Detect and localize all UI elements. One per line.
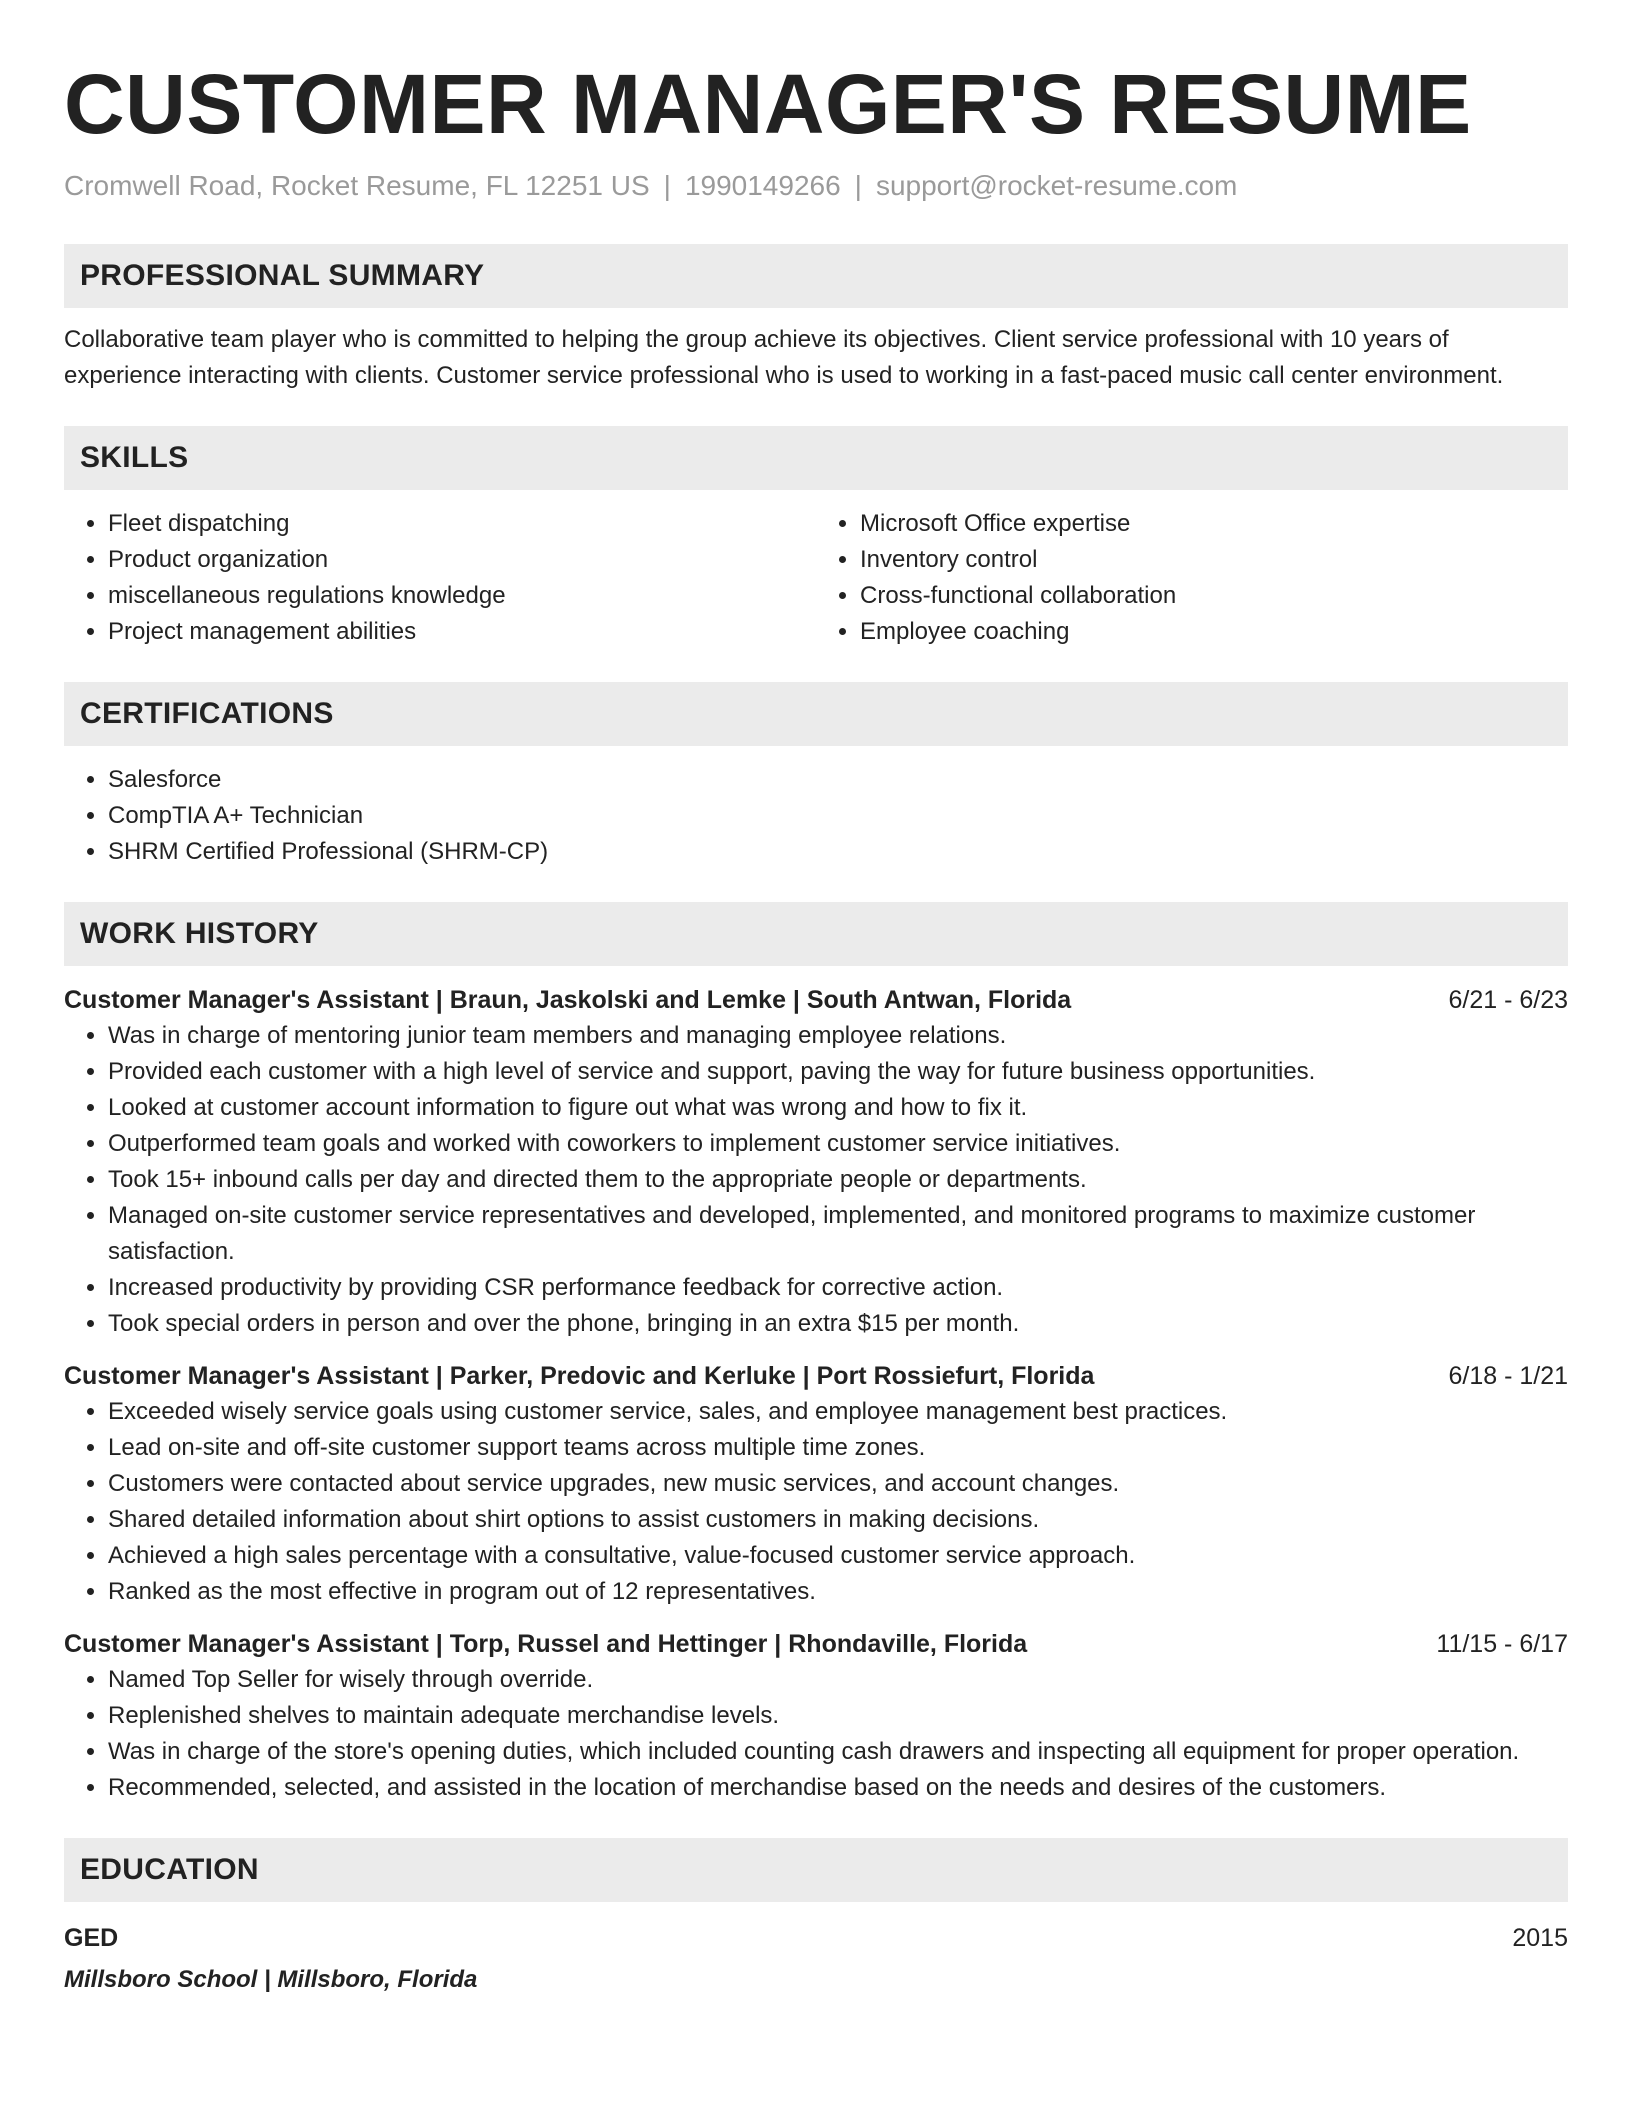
job-bullets — [64, 1018, 1568, 1342]
job-bullet: • Was in charge of mentoring junior team members and managing employee relations. — [108, 1018, 1568, 1054]
job-bullets — [64, 1662, 1568, 1806]
job-title: Customer Manager's Assistant | Torp, Russel and Hettinger | Rhondaville, Florida — [64, 1630, 1028, 1658]
certification-item: • SHRM Certified Professional (SHRM-CP) — [108, 834, 1568, 870]
job-bullet: • Lead on-site and off-site customer support teams across multiple time zones. — [108, 1430, 1568, 1466]
job-entry — [64, 1358, 1568, 1610]
job-title: Customer Manager's Assistant | Braun, Jaskolski and Lemke | South Antwan, Florida — [64, 986, 1072, 1014]
job-bullet: • Ranked as the most effective in program out of 12 representatives. — [108, 1574, 1568, 1610]
job-bullet: • Was in charge of the store's opening duties, which included counting cash drawers and inspecting all equipment for proper operation. — [108, 1734, 1568, 1770]
skills-list — [64, 506, 1568, 650]
certifications-heading: CERTIFICATIONS — [64, 682, 1568, 746]
job-bullet: • Managed on-site customer service representatives and developed, implemented, and monitored programs to maximize customer satisfaction. — [108, 1198, 1568, 1270]
education-heading: EDUCATION — [64, 1838, 1568, 1902]
skill-item: • Cross-functional collaboration — [860, 578, 1568, 614]
job-bullet: • Customers were contacted about service upgrades, new music services, and account changes. — [108, 1466, 1568, 1502]
contact-separator: | — [854, 170, 862, 201]
education-header — [64, 1920, 1568, 1956]
summary-text: Collaborative team player who is committed to helping the group achieve its objectives. Client service professional with 10 years of experience interacting with clients. Customer service professional who is used to working in a fast-paced music call center environment. — [64, 326, 1504, 389]
job-bullet: • Provided each customer with a high level of service and support, paving the way for future business opportunities. — [108, 1054, 1568, 1090]
summary-heading: PROFESSIONAL SUMMARY — [64, 244, 1568, 308]
skills-column-right — [816, 506, 1568, 650]
education-year: 2015 — [1512, 1924, 1568, 1952]
contact-email[interactable]: support@rocket-resume.com — [875, 170, 1238, 201]
job-bullet: • Increased productivity by providing CSR performance feedback for corrective action. — [108, 1270, 1568, 1306]
resume-title: CUSTOMER MANAGER'S RESUME — [64, 57, 1472, 151]
job-bullet: • Shared detailed information about shirt options to assist customers in making decisions. — [108, 1502, 1568, 1538]
skills-column-left — [64, 506, 816, 650]
job-header — [64, 1626, 1568, 1662]
certification-item: • Salesforce — [108, 762, 1568, 798]
contact-phone: 1990149266 — [684, 170, 841, 201]
contact-separator: | — [663, 170, 671, 201]
skills-heading: SKILLS — [64, 426, 1568, 490]
job-bullet: • Named Top Seller for wisely through override. — [108, 1662, 1568, 1698]
job-bullet: • Took special orders in person and over the phone, bringing in an extra $15 per month. — [108, 1306, 1568, 1342]
work-history-heading: WORK HISTORY — [64, 902, 1568, 966]
contact-line — [64, 168, 1568, 204]
job-header — [64, 1358, 1568, 1394]
job-bullet: • Looked at customer account information to figure out what was wrong and how to fix it. — [108, 1090, 1568, 1126]
job-bullet: • Took 15+ inbound calls per day and directed them to the appropriate people or departments. — [108, 1162, 1568, 1198]
job-header — [64, 982, 1568, 1018]
job-dates: 11/15 - 6/17 — [1436, 1630, 1568, 1658]
job-bullet: • Recommended, selected, and assisted in the location of merchandise based on the needs and desires of the customers. — [108, 1770, 1568, 1806]
education-degree: GED — [64, 1924, 119, 1952]
skill-item: • Project management abilities — [108, 614, 816, 650]
skill-item: • Employee coaching — [860, 614, 1568, 650]
job-dates: 6/18 - 1/21 — [1448, 1362, 1568, 1390]
skill-item: • Inventory control — [860, 542, 1568, 578]
job-bullet: • Exceeded wisely service goals using customer service, sales, and employee management best practices. — [108, 1394, 1568, 1430]
job-bullets — [64, 1394, 1568, 1610]
job-title: Customer Manager's Assistant | Parker, Predovic and Kerluke | Port Rossiefurt, Florida — [64, 1362, 1095, 1390]
skill-item: • Microsoft Office expertise — [860, 506, 1568, 542]
job-entry — [64, 1626, 1568, 1806]
skill-item: • Product organization — [108, 542, 816, 578]
education-school: Millsboro School | Millsboro, Florida — [64, 1966, 478, 1993]
certifications-list — [64, 762, 1568, 870]
job-entry — [64, 982, 1568, 1342]
contact-address: Cromwell Road, Rocket Resume, FL 12251 US — [64, 170, 650, 201]
job-dates: 6/21 - 6/23 — [1448, 986, 1568, 1014]
skill-item: • miscellaneous regulations knowledge — [108, 578, 816, 614]
job-bullet: • Achieved a high sales percentage with a consultative, value-focused customer service approach. — [108, 1538, 1568, 1574]
skill-item: • Fleet dispatching — [108, 506, 816, 542]
job-bullet: • Replenished shelves to maintain adequate merchandise levels. — [108, 1698, 1568, 1734]
job-bullet: • Outperformed team goals and worked with coworkers to implement customer service initiatives. — [108, 1126, 1568, 1162]
certification-item: • CompTIA A+ Technician — [108, 798, 1568, 834]
